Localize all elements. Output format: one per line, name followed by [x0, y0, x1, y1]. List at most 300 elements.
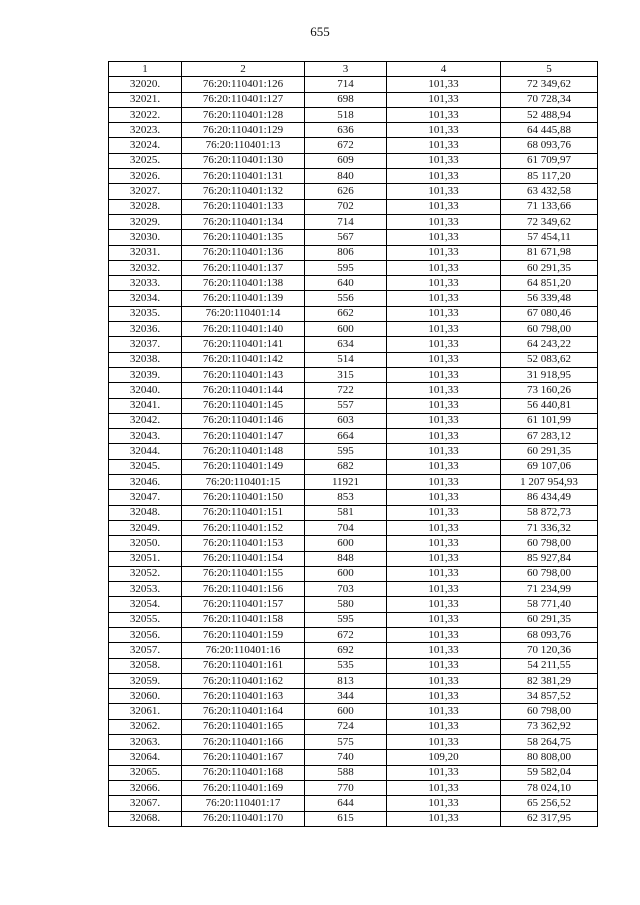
rate-cell: 101,33: [387, 214, 501, 229]
rate-cell: 101,33: [387, 444, 501, 459]
area-cell: 672: [305, 627, 387, 642]
column-header-1: 1: [109, 62, 182, 77]
value-cell: 67 283,12: [501, 429, 598, 444]
row-number-cell: 32021.: [109, 92, 182, 107]
area-cell: 600: [305, 704, 387, 719]
table-row: [109, 719, 598, 734]
table-row: [109, 673, 598, 688]
row-number-cell: 32068.: [109, 811, 182, 826]
table-row: [109, 306, 598, 321]
rate-cell: 109,20: [387, 750, 501, 765]
value-cell: 62 317,95: [501, 811, 598, 826]
cadastral-number-cell: 76:20:110401:166: [182, 735, 305, 750]
area-cell: 770: [305, 780, 387, 795]
area-cell: 575: [305, 735, 387, 750]
rate-cell: 101,33: [387, 367, 501, 382]
value-cell: 59 582,04: [501, 765, 598, 780]
table-row: [109, 750, 598, 765]
row-number-cell: 32067.: [109, 796, 182, 811]
row-number-cell: 32051.: [109, 551, 182, 566]
area-cell: 853: [305, 490, 387, 505]
value-cell: 31 918,95: [501, 367, 598, 382]
rate-cell: 101,33: [387, 597, 501, 612]
value-cell: 60 291,35: [501, 612, 598, 627]
value-cell: 58 771,40: [501, 597, 598, 612]
row-number-cell: 32030.: [109, 230, 182, 245]
area-cell: 600: [305, 322, 387, 337]
table-row: [109, 475, 598, 490]
value-cell: 85 927,84: [501, 551, 598, 566]
row-number-cell: 32060.: [109, 689, 182, 704]
row-number-cell: 32044.: [109, 444, 182, 459]
cadastral-number-cell: 76:20:110401:170: [182, 811, 305, 826]
row-number-cell: 32032.: [109, 260, 182, 275]
value-cell: 72 349,62: [501, 77, 598, 92]
area-cell: 609: [305, 153, 387, 168]
rate-cell: 101,33: [387, 306, 501, 321]
area-cell: 556: [305, 291, 387, 306]
cadastral-number-cell: 76:20:110401:131: [182, 169, 305, 184]
row-number-cell: 32062.: [109, 719, 182, 734]
row-number-cell: 32065.: [109, 765, 182, 780]
value-cell: 52 083,62: [501, 352, 598, 367]
row-number-cell: 32063.: [109, 735, 182, 750]
row-number-cell: 32025.: [109, 153, 182, 168]
column-header-2: 2: [182, 62, 305, 77]
table-row: [109, 566, 598, 581]
value-cell: 70 728,34: [501, 92, 598, 107]
rate-cell: 101,33: [387, 352, 501, 367]
rate-cell: 101,33: [387, 520, 501, 535]
table-row: [109, 169, 598, 184]
cadastral-number-cell: 76:20:110401:142: [182, 352, 305, 367]
rate-cell: 101,33: [387, 551, 501, 566]
area-cell: 595: [305, 444, 387, 459]
cadastral-number-cell: 76:20:110401:143: [182, 367, 305, 382]
row-number-cell: 32036.: [109, 322, 182, 337]
cadastral-number-cell: 76:20:110401:153: [182, 536, 305, 551]
value-cell: 61 101,99: [501, 413, 598, 428]
value-cell: 60 291,35: [501, 260, 598, 275]
value-cell: 72 349,62: [501, 214, 598, 229]
area-cell: 535: [305, 658, 387, 673]
area-cell: 722: [305, 383, 387, 398]
table-row: [109, 704, 598, 719]
cadastral-number-cell: 76:20:110401:169: [182, 780, 305, 795]
cadastral-number-cell: 76:20:110401:135: [182, 230, 305, 245]
cadastral-number-cell: 76:20:110401:168: [182, 765, 305, 780]
value-cell: 60 798,00: [501, 322, 598, 337]
area-cell: 615: [305, 811, 387, 826]
table-row: [109, 92, 598, 107]
area-cell: 567: [305, 230, 387, 245]
row-number-cell: 32046.: [109, 475, 182, 490]
area-cell: 580: [305, 597, 387, 612]
table-body: [109, 77, 598, 827]
area-cell: 640: [305, 276, 387, 291]
cadastral-number-cell: 76:20:110401:144: [182, 383, 305, 398]
table-row: [109, 689, 598, 704]
area-cell: 692: [305, 643, 387, 658]
area-cell: 698: [305, 92, 387, 107]
rate-cell: 101,33: [387, 735, 501, 750]
row-number-cell: 32064.: [109, 750, 182, 765]
cadastral-number-cell: 76:20:110401:167: [182, 750, 305, 765]
row-number-cell: 32058.: [109, 658, 182, 673]
rate-cell: 101,33: [387, 796, 501, 811]
area-cell: 557: [305, 398, 387, 413]
cadastral-number-cell: 76:20:110401:152: [182, 520, 305, 535]
table-row: [109, 536, 598, 551]
row-number-cell: 32024.: [109, 138, 182, 153]
area-cell: 702: [305, 199, 387, 214]
row-number-cell: 32050.: [109, 536, 182, 551]
table-row: [109, 276, 598, 291]
value-cell: 58 264,75: [501, 735, 598, 750]
cadastral-number-cell: 76:20:110401:129: [182, 123, 305, 138]
table-row: [109, 459, 598, 474]
value-cell: 71 234,99: [501, 582, 598, 597]
value-cell: 73 362,92: [501, 719, 598, 734]
row-number-cell: 32038.: [109, 352, 182, 367]
header-row: [109, 62, 598, 77]
cadastral-number-cell: 76:20:110401:158: [182, 612, 305, 627]
cadastral-number-cell: 76:20:110401:154: [182, 551, 305, 566]
area-cell: 626: [305, 184, 387, 199]
value-cell: 52 488,94: [501, 107, 598, 122]
row-number-cell: 32048.: [109, 505, 182, 520]
rate-cell: 101,33: [387, 230, 501, 245]
rate-cell: 101,33: [387, 77, 501, 92]
row-number-cell: 32027.: [109, 184, 182, 199]
row-number-cell: 32052.: [109, 566, 182, 581]
value-cell: 68 093,76: [501, 627, 598, 642]
rate-cell: 101,33: [387, 107, 501, 122]
table-row: [109, 123, 598, 138]
cadastral-number-cell: 76:20:110401:15: [182, 475, 305, 490]
rate-cell: 101,33: [387, 413, 501, 428]
cadastral-number-cell: 76:20:110401:14: [182, 306, 305, 321]
rate-cell: 101,33: [387, 566, 501, 581]
area-cell: 664: [305, 429, 387, 444]
table-row: [109, 627, 598, 642]
cadastral-number-cell: 76:20:110401:159: [182, 627, 305, 642]
page-number: 655: [310, 24, 330, 39]
cadastral-number-cell: 76:20:110401:161: [182, 658, 305, 673]
table-row: [109, 429, 598, 444]
table-row: [109, 490, 598, 505]
table-row: [109, 780, 598, 795]
rate-cell: 101,33: [387, 459, 501, 474]
value-cell: 68 093,76: [501, 138, 598, 153]
value-cell: 69 107,06: [501, 459, 598, 474]
rate-cell: 101,33: [387, 475, 501, 490]
area-cell: 636: [305, 123, 387, 138]
cadastral-number-cell: 76:20:110401:148: [182, 444, 305, 459]
rate-cell: 101,33: [387, 169, 501, 184]
value-cell: 60 798,00: [501, 704, 598, 719]
rate-cell: 101,33: [387, 536, 501, 551]
table-row: [109, 811, 598, 826]
rate-cell: 101,33: [387, 153, 501, 168]
table-header: [109, 62, 598, 77]
column-header-3: 3: [305, 62, 387, 77]
row-number-cell: 32053.: [109, 582, 182, 597]
rate-cell: 101,33: [387, 276, 501, 291]
area-cell: 634: [305, 337, 387, 352]
row-number-cell: 32041.: [109, 398, 182, 413]
cadastral-number-cell: 76:20:110401:165: [182, 719, 305, 734]
cadastral-number-cell: 76:20:110401:128: [182, 107, 305, 122]
cadastral-number-cell: 76:20:110401:134: [182, 214, 305, 229]
value-cell: 60 291,35: [501, 444, 598, 459]
cadastral-number-cell: 76:20:110401:151: [182, 505, 305, 520]
cadastral-number-cell: 76:20:110401:155: [182, 566, 305, 581]
area-cell: 514: [305, 352, 387, 367]
value-cell: 86 434,49: [501, 490, 598, 505]
cadastral-number-cell: 76:20:110401:140: [182, 322, 305, 337]
area-cell: 724: [305, 719, 387, 734]
area-cell: 682: [305, 459, 387, 474]
area-cell: 11921: [305, 475, 387, 490]
row-number-cell: 32039.: [109, 367, 182, 382]
area-cell: 644: [305, 796, 387, 811]
cadastral-number-cell: 76:20:110401:132: [182, 184, 305, 199]
row-number-cell: 32023.: [109, 123, 182, 138]
table-row: [109, 413, 598, 428]
table-row: [109, 138, 598, 153]
value-cell: 58 872,73: [501, 505, 598, 520]
table-row: [109, 337, 598, 352]
row-number-cell: 32055.: [109, 612, 182, 627]
cadastral-number-cell: 76:20:110401:163: [182, 689, 305, 704]
value-cell: 56 339,48: [501, 291, 598, 306]
value-cell: 60 798,00: [501, 536, 598, 551]
cadastral-number-cell: 76:20:110401:130: [182, 153, 305, 168]
value-cell: 64 445,88: [501, 123, 598, 138]
cadastral-number-cell: 76:20:110401:157: [182, 597, 305, 612]
cadastral-number-cell: 76:20:110401:145: [182, 398, 305, 413]
row-number-cell: 32066.: [109, 780, 182, 795]
rate-cell: 101,33: [387, 337, 501, 352]
rate-cell: 101,33: [387, 123, 501, 138]
area-cell: 518: [305, 107, 387, 122]
value-cell: 82 381,29: [501, 673, 598, 688]
table-row: [109, 735, 598, 750]
row-number-cell: 32054.: [109, 597, 182, 612]
row-number-cell: 32057.: [109, 643, 182, 658]
table-row: [109, 367, 598, 382]
cadastral-number-cell: 76:20:110401:147: [182, 429, 305, 444]
column-header-5: 5: [501, 62, 598, 77]
row-number-cell: 32029.: [109, 214, 182, 229]
area-cell: 315: [305, 367, 387, 382]
cadastral-number-cell: 76:20:110401:17: [182, 796, 305, 811]
rate-cell: 101,33: [387, 704, 501, 719]
rate-cell: 101,33: [387, 612, 501, 627]
area-cell: 703: [305, 582, 387, 597]
rate-cell: 101,33: [387, 658, 501, 673]
cadastral-number-cell: 76:20:110401:138: [182, 276, 305, 291]
cadastral-number-cell: 76:20:110401:126: [182, 77, 305, 92]
table-row: [109, 643, 598, 658]
value-cell: 67 080,46: [501, 306, 598, 321]
cadastral-number-cell: 76:20:110401:16: [182, 643, 305, 658]
value-cell: 56 440,81: [501, 398, 598, 413]
rate-cell: 101,33: [387, 643, 501, 658]
area-cell: 581: [305, 505, 387, 520]
row-number-cell: 32042.: [109, 413, 182, 428]
rate-cell: 101,33: [387, 291, 501, 306]
area-cell: 848: [305, 551, 387, 566]
value-cell: 54 211,55: [501, 658, 598, 673]
area-cell: 662: [305, 306, 387, 321]
rate-cell: 101,33: [387, 398, 501, 413]
row-number-cell: 32049.: [109, 520, 182, 535]
table-row: [109, 214, 598, 229]
rate-cell: 101,33: [387, 811, 501, 826]
value-cell: 71 336,32: [501, 520, 598, 535]
row-number-cell: 32040.: [109, 383, 182, 398]
value-cell: 63 432,58: [501, 184, 598, 199]
table-row: [109, 77, 598, 92]
table-row: [109, 153, 598, 168]
rate-cell: 101,33: [387, 429, 501, 444]
table-row: [109, 184, 598, 199]
value-cell: 65 256,52: [501, 796, 598, 811]
table-row: [109, 582, 598, 597]
table-row: [109, 505, 598, 520]
rate-cell: 101,33: [387, 184, 501, 199]
table-row: [109, 597, 598, 612]
value-cell: 71 133,66: [501, 199, 598, 214]
table-row: [109, 796, 598, 811]
area-cell: 714: [305, 77, 387, 92]
rate-cell: 101,33: [387, 245, 501, 260]
table-row: [109, 398, 598, 413]
row-number-cell: 32061.: [109, 704, 182, 719]
table-row: [109, 230, 598, 245]
rate-cell: 101,33: [387, 627, 501, 642]
area-cell: 595: [305, 612, 387, 627]
value-cell: 70 120,36: [501, 643, 598, 658]
row-number-cell: 32022.: [109, 107, 182, 122]
rate-cell: 101,33: [387, 505, 501, 520]
value-cell: 34 857,52: [501, 689, 598, 704]
table-row: [109, 245, 598, 260]
row-number-cell: 32035.: [109, 306, 182, 321]
cadastral-number-cell: 76:20:110401:156: [182, 582, 305, 597]
row-number-cell: 32031.: [109, 245, 182, 260]
area-cell: 672: [305, 138, 387, 153]
cadastral-number-cell: 76:20:110401:164: [182, 704, 305, 719]
table-row: [109, 612, 598, 627]
row-number-cell: 32056.: [109, 627, 182, 642]
area-cell: 704: [305, 520, 387, 535]
value-cell: 73 160,26: [501, 383, 598, 398]
rate-cell: 101,33: [387, 199, 501, 214]
area-cell: 595: [305, 260, 387, 275]
area-cell: 840: [305, 169, 387, 184]
value-cell: 64 851,20: [501, 276, 598, 291]
row-number-cell: 32059.: [109, 673, 182, 688]
cadastral-number-cell: 76:20:110401:136: [182, 245, 305, 260]
table-row: [109, 383, 598, 398]
area-cell: 600: [305, 536, 387, 551]
row-number-cell: 32033.: [109, 276, 182, 291]
area-cell: 813: [305, 673, 387, 688]
table-row: [109, 107, 598, 122]
area-cell: 603: [305, 413, 387, 428]
area-cell: 344: [305, 689, 387, 704]
table-row: [109, 352, 598, 367]
area-cell: 740: [305, 750, 387, 765]
rate-cell: 101,33: [387, 92, 501, 107]
table-row: [109, 765, 598, 780]
row-number-cell: 32026.: [109, 169, 182, 184]
table-row: [109, 199, 598, 214]
rate-cell: 101,33: [387, 689, 501, 704]
area-cell: 600: [305, 566, 387, 581]
rate-cell: 101,33: [387, 780, 501, 795]
rate-cell: 101,33: [387, 582, 501, 597]
value-cell: 57 454,11: [501, 230, 598, 245]
row-number-cell: 32043.: [109, 429, 182, 444]
row-number-cell: 32047.: [109, 490, 182, 505]
table-row: [109, 322, 598, 337]
column-header-4: 4: [387, 62, 501, 77]
row-number-cell: 32028.: [109, 199, 182, 214]
table-row: [109, 658, 598, 673]
cadastral-number-cell: 76:20:110401:137: [182, 260, 305, 275]
area-cell: 806: [305, 245, 387, 260]
rate-cell: 101,33: [387, 260, 501, 275]
cadastral-number-cell: 76:20:110401:13: [182, 138, 305, 153]
value-cell: 1 207 954,93: [501, 475, 598, 490]
value-cell: 85 117,20: [501, 169, 598, 184]
cadastral-number-cell: 76:20:110401:133: [182, 199, 305, 214]
area-cell: 714: [305, 214, 387, 229]
rate-cell: 101,33: [387, 673, 501, 688]
value-cell: 78 024,10: [501, 780, 598, 795]
table-row: [109, 444, 598, 459]
cadastral-number-cell: 76:20:110401:162: [182, 673, 305, 688]
rate-cell: 101,33: [387, 383, 501, 398]
row-number-cell: 32037.: [109, 337, 182, 352]
rate-cell: 101,33: [387, 322, 501, 337]
cadastral-number-cell: 76:20:110401:141: [182, 337, 305, 352]
row-number-cell: 32045.: [109, 459, 182, 474]
table-row: [109, 260, 598, 275]
table-row: [109, 551, 598, 566]
cadastral-number-cell: 76:20:110401:146: [182, 413, 305, 428]
cadastral-number-cell: 76:20:110401:127: [182, 92, 305, 107]
row-number-cell: 32034.: [109, 291, 182, 306]
value-cell: 64 243,22: [501, 337, 598, 352]
value-cell: 81 671,98: [501, 245, 598, 260]
table-row: [109, 291, 598, 306]
rate-cell: 101,33: [387, 490, 501, 505]
row-number-cell: 32020.: [109, 77, 182, 92]
data-table: [108, 61, 598, 827]
table-row: [109, 520, 598, 535]
cadastral-number-cell: 76:20:110401:149: [182, 459, 305, 474]
cadastral-number-cell: 76:20:110401:139: [182, 291, 305, 306]
rate-cell: 101,33: [387, 138, 501, 153]
rate-cell: 101,33: [387, 765, 501, 780]
value-cell: 61 709,97: [501, 153, 598, 168]
rate-cell: 101,33: [387, 719, 501, 734]
